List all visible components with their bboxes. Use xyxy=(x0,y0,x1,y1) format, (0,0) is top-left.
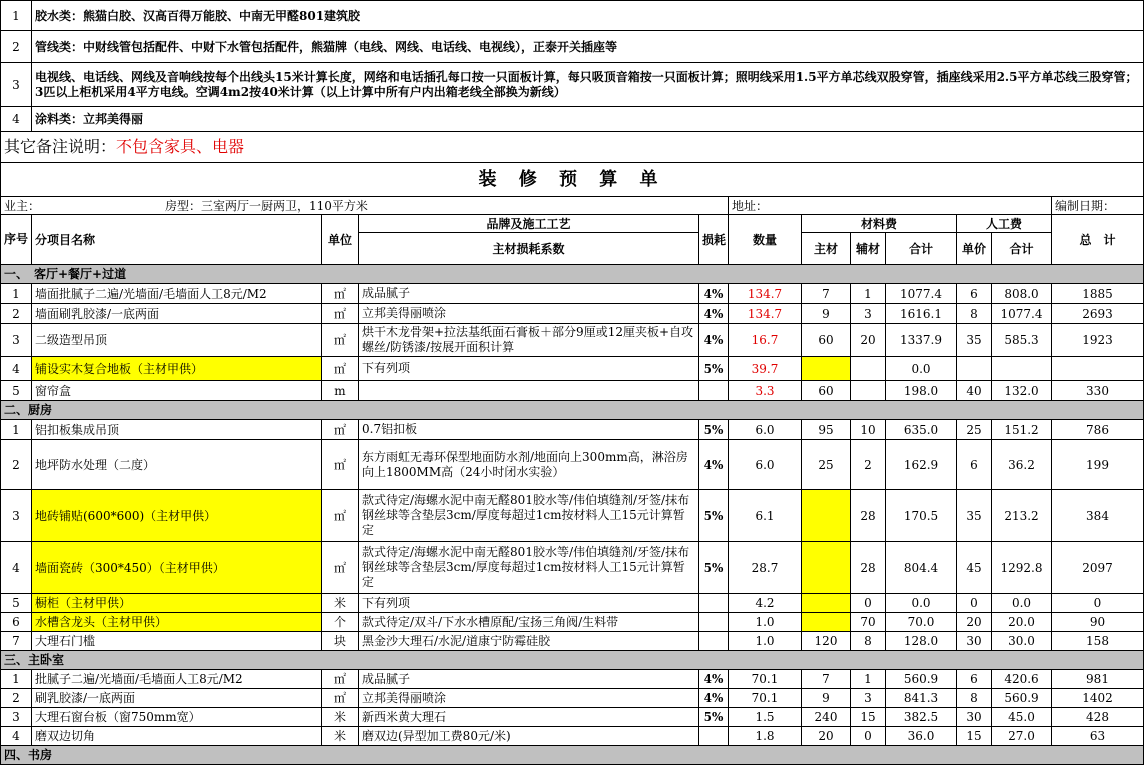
row-loss xyxy=(699,632,729,651)
row-aux: 70 xyxy=(851,613,886,632)
row-main: 60 xyxy=(802,324,851,357)
row-brand: 成品腻子 xyxy=(359,670,699,689)
row-no: 2 xyxy=(1,689,32,708)
header-row-1 xyxy=(1,215,1144,233)
row-main xyxy=(802,357,851,381)
row-unit: ㎡ xyxy=(322,420,359,440)
row-aux xyxy=(851,381,886,401)
row-grand-total: 0 xyxy=(1052,594,1144,613)
row-unit: m xyxy=(322,381,359,401)
table-row xyxy=(1,357,1144,381)
table-row xyxy=(1,632,1144,651)
row-brand: 0.7铝扣板 xyxy=(359,420,699,440)
note-text: 胶水类：熊猫白胶、汉高百得万能胶、中南无甲醛801建筑胶 xyxy=(32,1,1144,31)
note-no: 1 xyxy=(1,1,32,31)
row-qty: 1.8 xyxy=(729,727,802,746)
other-note-label: 其它备注说明： xyxy=(4,137,117,156)
row-brand: 下有列项 xyxy=(359,594,699,613)
row-loss: 5% xyxy=(699,420,729,440)
row-unit: 米 xyxy=(322,594,359,613)
date-label: 编制日期： xyxy=(1052,197,1144,215)
row-brand: 款式待定/双斗/下水水槽原配/宝扬三角阀/生料带 xyxy=(359,613,699,632)
row-item: 墙面瓷砖（300*450）（主材甲供） xyxy=(32,542,322,594)
row-qty: 6.1 xyxy=(729,490,802,542)
row-brand: 烘干木龙骨架+拉法基纸面石膏板＋部分9厘或12厘夹板+自攻螺丝/防锈漆/按展开面积计算 xyxy=(359,324,699,357)
row-grand-total: 786 xyxy=(1052,420,1144,440)
row-grand-total xyxy=(1052,357,1144,381)
table-row xyxy=(1,670,1144,689)
row-unit: 个 xyxy=(322,613,359,632)
row-price: 8 xyxy=(957,689,992,708)
table-row xyxy=(1,727,1144,746)
row-no: 7 xyxy=(1,632,32,651)
row-qty: 134.7 xyxy=(729,284,802,304)
row-qty: 4.2 xyxy=(729,594,802,613)
row-grand-total: 2693 xyxy=(1052,304,1144,324)
row-labor-total: 20.0 xyxy=(992,613,1052,632)
row-main: 9 xyxy=(802,304,851,324)
row-price: 40 xyxy=(957,381,992,401)
row-aux: 3 xyxy=(851,689,886,708)
row-item: 二级造型吊顶 xyxy=(32,324,322,357)
title-row xyxy=(1,163,1144,197)
row-loss: 4% xyxy=(699,670,729,689)
row-brand: 新西米黄大理石 xyxy=(359,708,699,727)
row-no: 6 xyxy=(1,613,32,632)
row-qty: 1.5 xyxy=(729,708,802,727)
row-qty: 70.1 xyxy=(729,689,802,708)
row-grand-total: 199 xyxy=(1052,440,1144,490)
table-row xyxy=(1,324,1144,357)
row-price: 6 xyxy=(957,670,992,689)
header-qty: 数量 xyxy=(729,215,802,265)
row-loss: 4% xyxy=(699,689,729,708)
row-material-total: 841.3 xyxy=(886,689,957,708)
row-item: 刷乳胶漆/一底两面 xyxy=(32,689,322,708)
row-loss: 5% xyxy=(699,708,729,727)
row-labor-total: 27.0 xyxy=(992,727,1052,746)
row-qty: 70.1 xyxy=(729,670,802,689)
row-qty: 1.0 xyxy=(729,613,802,632)
row-qty: 6.0 xyxy=(729,420,802,440)
row-labor-total: 30.0 xyxy=(992,632,1052,651)
header-labor-total: 合计 xyxy=(992,233,1052,265)
row-loss: 4% xyxy=(699,440,729,490)
row-unit: ㎡ xyxy=(322,304,359,324)
row-price: 35 xyxy=(957,324,992,357)
row-aux: 28 xyxy=(851,490,886,542)
row-aux xyxy=(851,357,886,381)
row-qty: 39.7 xyxy=(729,357,802,381)
row-qty: 134.7 xyxy=(729,304,802,324)
row-price: 0 xyxy=(957,594,992,613)
row-no: 2 xyxy=(1,440,32,490)
row-aux: 20 xyxy=(851,324,886,357)
row-grand-total: 2097 xyxy=(1052,542,1144,594)
row-aux: 15 xyxy=(851,708,886,727)
row-main: 7 xyxy=(802,284,851,304)
row-price: 8 xyxy=(957,304,992,324)
header-item: 分项目名称 xyxy=(32,215,322,265)
section-row xyxy=(1,651,1144,670)
row-item: 大理石窗台板（窗750mm宽） xyxy=(32,708,322,727)
row-unit: ㎡ xyxy=(322,284,359,304)
row-labor-total: 36.2 xyxy=(992,440,1052,490)
row-item: 铝扣板集成吊顶 xyxy=(32,420,322,440)
section-row xyxy=(1,746,1144,765)
row-labor-total: 585.3 xyxy=(992,324,1052,357)
row-brand: 黑金沙大理石/水泥/道康宁防霉硅胶 xyxy=(359,632,699,651)
row-main xyxy=(802,594,851,613)
row-brand: 下有列项 xyxy=(359,357,699,381)
row-qty: 3.3 xyxy=(729,381,802,401)
row-aux: 0 xyxy=(851,594,886,613)
header-material: 材料费 xyxy=(802,215,957,233)
row-unit: ㎡ xyxy=(322,670,359,689)
row-loss xyxy=(699,381,729,401)
row-material-total: 1616.1 xyxy=(886,304,957,324)
row-item: 大理石门槛 xyxy=(32,632,322,651)
section-title: 二、厨房 xyxy=(1,401,1144,420)
row-labor-total xyxy=(992,357,1052,381)
row-aux: 8 xyxy=(851,632,886,651)
row-labor-total: 420.6 xyxy=(992,670,1052,689)
row-labor-total: 45.0 xyxy=(992,708,1052,727)
header-labor: 人工费 xyxy=(957,215,1052,233)
row-item: 铺设实木复合地板（主材甲供） xyxy=(32,357,322,381)
row-material-total: 635.0 xyxy=(886,420,957,440)
row-unit: ㎡ xyxy=(322,542,359,594)
row-brand: 成品腻子 xyxy=(359,284,699,304)
row-material-total: 0.0 xyxy=(886,357,957,381)
row-material-total: 382.5 xyxy=(886,708,957,727)
row-unit: ㎡ xyxy=(322,440,359,490)
table-row xyxy=(1,304,1144,324)
section-row xyxy=(1,401,1144,420)
row-qty: 6.0 xyxy=(729,440,802,490)
header-brand-sub: 主材损耗系数 xyxy=(359,233,699,265)
table-row xyxy=(1,708,1144,727)
row-item: 墙面刷乳胶漆/一底两面 xyxy=(32,304,322,324)
header-unit: 单位 xyxy=(322,215,359,265)
row-price: 25 xyxy=(957,420,992,440)
row-grand-total: 1402 xyxy=(1052,689,1144,708)
row-item: 磨双边切角 xyxy=(32,727,322,746)
row-price: 45 xyxy=(957,542,992,594)
header-grand-total: 总 计 xyxy=(1052,215,1144,265)
row-main: 9 xyxy=(802,689,851,708)
row-item: 地坪防水处理（二度） xyxy=(32,440,322,490)
table-row xyxy=(1,420,1144,440)
note-text: 管线类：中财线管包括配件、中财下水管包括配件，熊猫牌（电线、网线、电话线、电视线），正泰开关插座等 xyxy=(32,31,1144,63)
owner-label: 业主： 房型：三室两厅一厨两卫，110平方米 xyxy=(1,197,322,215)
other-note xyxy=(1,132,1144,163)
header-brand: 品牌及施工工艺 xyxy=(359,215,699,233)
row-no: 1 xyxy=(1,670,32,689)
row-labor-total: 1077.4 xyxy=(992,304,1052,324)
row-labor-total: 808.0 xyxy=(992,284,1052,304)
table-row xyxy=(1,440,1144,490)
row-price: 6 xyxy=(957,284,992,304)
row-main: 7 xyxy=(802,670,851,689)
row-no: 4 xyxy=(1,727,32,746)
row-item: 橱柜（主材甲供） xyxy=(32,594,322,613)
row-no: 2 xyxy=(1,304,32,324)
section-title: 一、 客厅+餐厅+过道 xyxy=(1,265,1144,284)
info-row xyxy=(1,197,1144,215)
row-aux: 2 xyxy=(851,440,886,490)
row-main: 25 xyxy=(802,440,851,490)
row-main: 20 xyxy=(802,727,851,746)
note-text: 电视线、电话线、网线及音响线按每个出线头15米计算长度，网络和电话插孔每口按一只面板计算，每只吸顶音箱按一只面板计算；照明线采用1.5平方单芯线双股穿管，插座线采用2.5平方单芯线三股穿管；3匹以上柜机采用4平方电线。空调4m2按40米计算（以上计算中所有户内出箱老线全部换为新线） xyxy=(32,63,1144,107)
row-price: 6 xyxy=(957,440,992,490)
row-loss: 5% xyxy=(699,542,729,594)
row-unit: 米 xyxy=(322,708,359,727)
row-loss: 4% xyxy=(699,284,729,304)
row-price: 35 xyxy=(957,490,992,542)
header-loss: 损耗 xyxy=(699,215,729,265)
row-item: 地砖铺贴(600*600)（主材甲供） xyxy=(32,490,322,542)
note-text: 涂料类：立邦美得丽 xyxy=(32,107,1144,132)
row-main xyxy=(802,613,851,632)
row-price: 15 xyxy=(957,727,992,746)
row-price: 30 xyxy=(957,708,992,727)
table-row xyxy=(1,613,1144,632)
row-grand-total: 158 xyxy=(1052,632,1144,651)
row-loss: 4% xyxy=(699,304,729,324)
house-type: 房型：三室两厅一厨两卫，110平方米 xyxy=(165,198,368,213)
row-loss: 5% xyxy=(699,357,729,381)
note-row xyxy=(1,31,1144,63)
row-material-total: 70.0 xyxy=(886,613,957,632)
header-price: 单价 xyxy=(957,233,992,265)
note-row xyxy=(1,63,1144,107)
note-row xyxy=(1,107,1144,132)
section-title: 三、主卧室 xyxy=(1,651,1144,670)
sheet-body xyxy=(1,1,1144,765)
row-material-total: 170.5 xyxy=(886,490,957,542)
row-grand-total: 384 xyxy=(1052,490,1144,542)
row-labor-total: 560.9 xyxy=(992,689,1052,708)
section-title: 四、书房 xyxy=(1,746,1144,765)
table-row xyxy=(1,490,1144,542)
row-no: 3 xyxy=(1,490,32,542)
row-main: 240 xyxy=(802,708,851,727)
row-aux: 1 xyxy=(851,284,886,304)
row-loss xyxy=(699,594,729,613)
row-grand-total: 428 xyxy=(1052,708,1144,727)
row-grand-total: 981 xyxy=(1052,670,1144,689)
row-qty: 16.7 xyxy=(729,324,802,357)
address-label: 地址： xyxy=(729,197,1052,215)
row-aux: 0 xyxy=(851,727,886,746)
row-qty: 1.0 xyxy=(729,632,802,651)
note-no: 3 xyxy=(1,63,32,107)
row-material-total: 560.9 xyxy=(886,670,957,689)
row-brand: 磨双边(异型加工费80元/米) xyxy=(359,727,699,746)
row-material-total: 36.0 xyxy=(886,727,957,746)
row-loss: 5% xyxy=(699,490,729,542)
row-no: 5 xyxy=(1,381,32,401)
row-unit: 米 xyxy=(322,727,359,746)
row-main: 95 xyxy=(802,420,851,440)
row-loss xyxy=(699,613,729,632)
row-material-total: 1077.4 xyxy=(886,284,957,304)
row-brand xyxy=(359,381,699,401)
row-brand: 款式待定/海螺水泥中南无醛801胶水等/伟伯填缝剂/牙签/抹布钢丝球等含垫层3cm/厚度每超过1cm按材料人工15元计算暂定 xyxy=(359,490,699,542)
row-material-total: 0.0 xyxy=(886,594,957,613)
row-material-total: 162.9 xyxy=(886,440,957,490)
row-no: 4 xyxy=(1,542,32,594)
row-grand-total: 1885 xyxy=(1052,284,1144,304)
row-labor-total: 151.2 xyxy=(992,420,1052,440)
table-row xyxy=(1,689,1144,708)
row-labor-total: 0.0 xyxy=(992,594,1052,613)
row-loss xyxy=(699,727,729,746)
row-grand-total: 63 xyxy=(1052,727,1144,746)
row-brand: 东方雨虹无毒环保型地面防水剂/地面向上300mm高，淋浴房向上1800MM高（24小时闭水实验） xyxy=(359,440,699,490)
header-material-total: 合计 xyxy=(886,233,957,265)
note-no: 4 xyxy=(1,107,32,132)
row-no: 3 xyxy=(1,324,32,357)
note-no: 2 xyxy=(1,31,32,63)
row-main xyxy=(802,542,851,594)
row-main: 120 xyxy=(802,632,851,651)
table-row xyxy=(1,381,1144,401)
header-main: 主材 xyxy=(802,233,851,265)
row-labor-total: 132.0 xyxy=(992,381,1052,401)
header-no: 序号 xyxy=(1,215,32,265)
row-aux: 3 xyxy=(851,304,886,324)
row-unit: ㎡ xyxy=(322,324,359,357)
row-brand: 立邦美得丽喷涂 xyxy=(359,304,699,324)
sheet-title: 装 修 预 算 单 xyxy=(1,163,1144,197)
row-item: 墙面批腻子二遍/光墙面/毛墙面人工8元/M2 xyxy=(32,284,322,304)
row-item: 水槽含龙头（主材甲供） xyxy=(32,613,322,632)
row-price xyxy=(957,357,992,381)
header-aux: 辅材 xyxy=(851,233,886,265)
row-unit: ㎡ xyxy=(322,357,359,381)
row-unit: 块 xyxy=(322,632,359,651)
row-brand: 款式待定/海螺水泥中南无醛801胶水等/伟伯填缝剂/牙签/抹布钢丝球等含垫层3cm/厚度每超过1cm按材料人工15元计算暂定 xyxy=(359,542,699,594)
row-grand-total: 1923 xyxy=(1052,324,1144,357)
row-brand: 立邦美得丽喷涂 xyxy=(359,689,699,708)
row-price: 30 xyxy=(957,632,992,651)
note-row xyxy=(1,1,1144,31)
other-note-value: 不包含家具、电器 xyxy=(116,137,245,156)
row-aux: 28 xyxy=(851,542,886,594)
row-aux: 10 xyxy=(851,420,886,440)
row-material-total: 804.4 xyxy=(886,542,957,594)
row-no: 1 xyxy=(1,420,32,440)
row-material-total: 198.0 xyxy=(886,381,957,401)
row-material-total: 128.0 xyxy=(886,632,957,651)
row-item: 批腻子二遍/光墙面/毛墙面人工8元/M2 xyxy=(32,670,322,689)
row-unit: ㎡ xyxy=(322,490,359,542)
row-no: 1 xyxy=(1,284,32,304)
row-item: 窗帘盒 xyxy=(32,381,322,401)
row-labor-total: 213.2 xyxy=(992,490,1052,542)
section-row xyxy=(1,265,1144,284)
row-price: 20 xyxy=(957,613,992,632)
row-material-total: 1337.9 xyxy=(886,324,957,357)
table-row xyxy=(1,284,1144,304)
row-loss: 4% xyxy=(699,324,729,357)
table-row xyxy=(1,594,1144,613)
row-grand-total: 90 xyxy=(1052,613,1144,632)
row-main xyxy=(802,490,851,542)
other-note-row xyxy=(1,132,1144,163)
row-qty: 28.7 xyxy=(729,542,802,594)
row-main: 60 xyxy=(802,381,851,401)
row-no: 4 xyxy=(1,357,32,381)
row-no: 3 xyxy=(1,708,32,727)
row-no: 5 xyxy=(1,594,32,613)
row-grand-total: 330 xyxy=(1052,381,1144,401)
row-unit: ㎡ xyxy=(322,689,359,708)
row-labor-total: 1292.8 xyxy=(992,542,1052,594)
row-aux: 1 xyxy=(851,670,886,689)
table-row xyxy=(1,542,1144,594)
